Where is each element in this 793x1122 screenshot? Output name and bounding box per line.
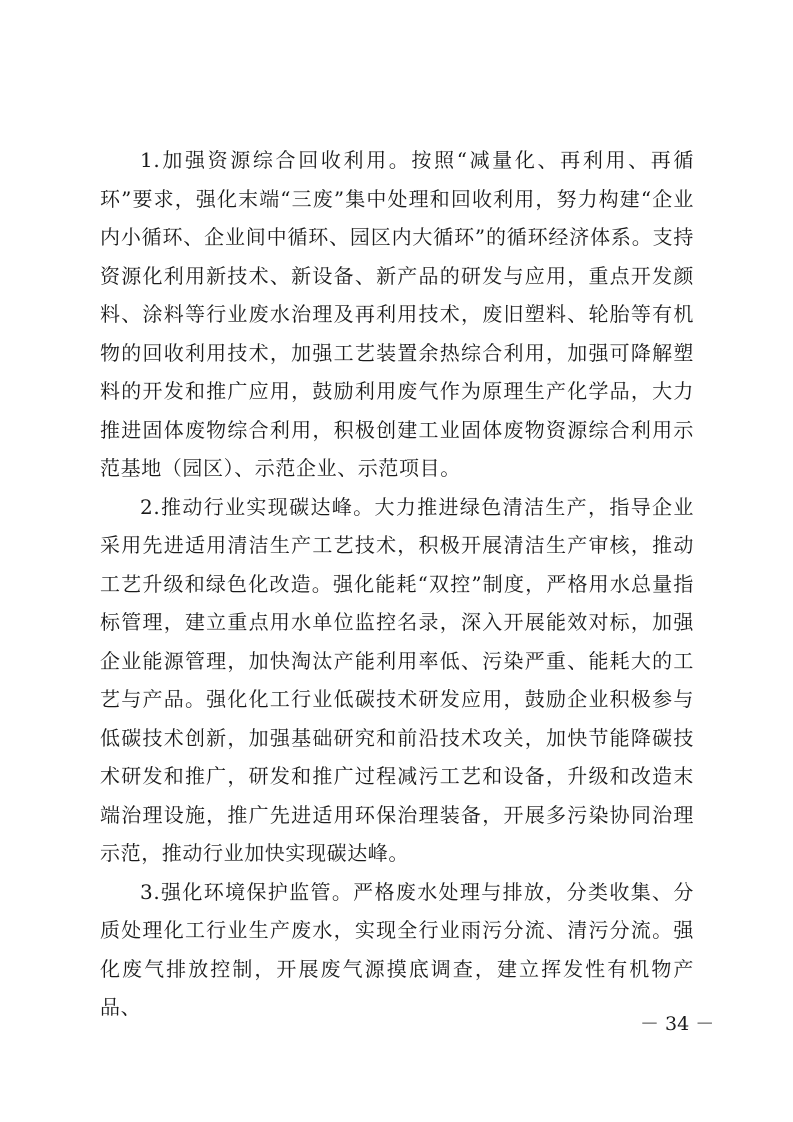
body-text	[100, 141, 694, 1027]
page-number: － 34 －	[640, 1013, 715, 1035]
paragraph-carbon-peak: 2.推动行业实现碳达峰。大力推进绿色清洁生产，指导企业采用先进适用清洁生产工艺技术，积极开展清洁生产审核，推动工艺升级和绿色化改造。强化能耗“双控”制度，严格用水总量指标管理，建立重点用水单位监控名录，深入开展能效对标，加强企业能源管理，加快淘汰产能利用率低、污染严重、能耗大的工艺与产品。强化化工行业低碳技术研发应用，鼓励企业积极参与低碳技术创新，加强基础研究和前沿技术攻关，加快节能降碳技术研发和推广，研发和推广过程减污工艺和设备，升级和改造末端治理设施，推广先进适用环保治理装备，开展多污染协同治理示范，推动行业加快实现碳达峰。	[100, 494, 694, 865]
paragraph-environmental-supervision: 3.强化环境保护监管。严格废水处理与排放，分类收集、分质处理化工行业生产废水，实现全行业雨污分流、清污分流。强化废气排放控制，开展废气源摸底调查，建立挥发性有机物产品、	[100, 879, 694, 1019]
paragraph-resource-recycling: 1.加强资源综合回收利用。按照“减量化、再利用、再循环”要求，强化末端“三废”集中处理和回收利用，努力构建“企业内小循环、企业间中循环、园区内大循环”的循环经济体系。支持资源化利用新技术、新设备、新产品的研发与应用，重点开发颜料、涂料等行业废水治理及再利用技术，废旧塑料、轮胎等有机物的回收利用技术，加强工艺装置余热综合利用，加强可降解塑料的开发和推广应用，鼓励利用废气作为原理生产化学品，大力推进固体废物综合利用，积极创建工业固体废物资源综合利用示范基地（园区）、示范企业、示范项目。	[100, 148, 694, 480]
